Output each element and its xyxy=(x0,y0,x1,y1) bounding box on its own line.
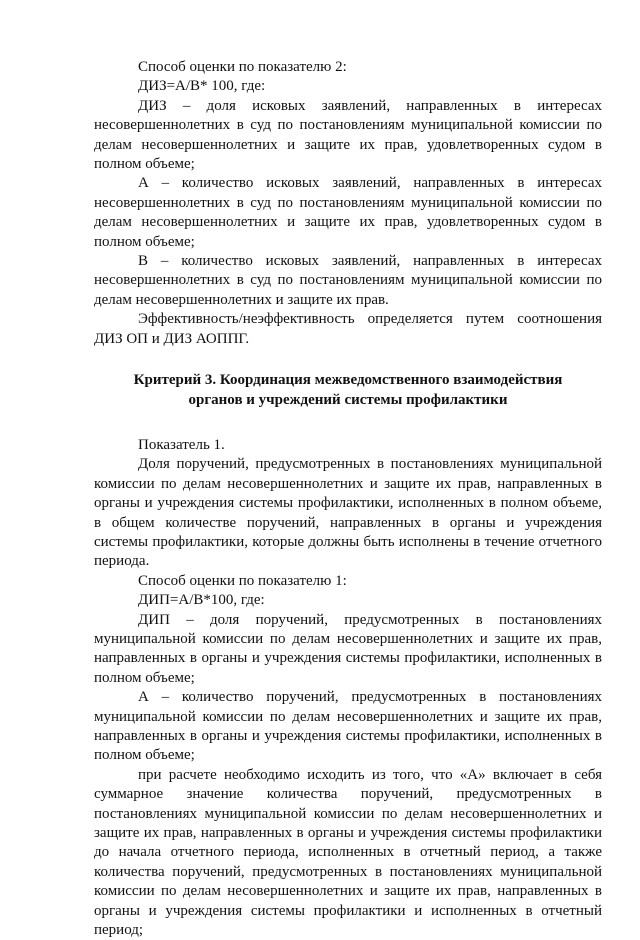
a-definition-claims: А – количество исковых заявлений, направленных в интересах несовершеннолетних в суд по постановлениям муниципальной комиссии по делам несовершеннолетних и защите их прав, удовлетворенных судом в полном объеме; xyxy=(94,175,602,250)
document-page xyxy=(94,58,602,940)
formula-dip: ДИП=А/В*100, где: xyxy=(138,592,265,609)
dip-definition: ДИП – доля поручений, предусмотренных в постановлениях муниципальной комиссии по делам несовершеннолетних и защите их прав, направленных в органы и учреждения системы профилактики, исполненных в полном объеме; xyxy=(94,611,602,686)
calculation-note: при расчете необходимо исходить из того, что «А» включает в себя суммарное значение количества поручений, предусмотренных в постановлениях муниципальной комиссии по делам несовершеннолетних и защите их прав, направленных в органы и учреждения системы профилактики до начала отчетного периода, исполненных в отчетный период, а также количества поручений, предусмотренных в постановлениях муниципальной комиссии по делам несовершеннолетних и защите их прав, направленных в органы и учреждения системы профилактики и исполненных в отчетный период; xyxy=(94,766,602,939)
criterion-heading-line2: органов и учреждений системы профилактики xyxy=(188,391,508,408)
method-line-2: Способ оценки по показателю 2: xyxy=(138,59,347,75)
criterion-heading-line1: Критерий 3. Координация межведомственного взаимодействия xyxy=(133,372,563,389)
indicator-description: Доля поручений, предусмотренных в постановлениях муниципальной комиссии по делам несовершеннолетних и защите их прав, направленных в органы и учреждения системы профилактики, исполненных в полном объеме, в общем количестве поручений, направленных в органы и учреждения системы профилактики, которые должны быть исполнены в течение отчетного периода. xyxy=(94,456,602,570)
criterion-3-heading xyxy=(94,371,602,410)
indicator-label: Показатель 1. xyxy=(138,436,225,453)
diz-definition: ДИЗ – доля исковых заявлений, направленных в интересах несовершеннолетних в суд по постановлениям муниципальной комиссии по делам несовершеннолетних и защите их прав, удовлетворенных судом в полном объеме; xyxy=(94,97,602,173)
a-definition-orders: А – количество поручений, предусмотренных в постановлениях муниципальной комиссии по делам несовершеннолетних и защите их прав, направленных в органы и учреждения системы профилактики, исполненных в полном объеме; xyxy=(94,689,602,764)
formula-diz: ДИЗ=А/В* 100, где: xyxy=(138,78,266,95)
b-definition-claims: В – количество исковых заявлений, направленных в интересах несовершеннолетних в суд по постановлениям муниципальной комиссии по делам несовершеннолетних и защите их прав. xyxy=(94,253,602,308)
method-line-1: Способ оценки по показателю 1: xyxy=(138,572,347,589)
effectiveness-paragraph: Эффективность/неэффективность определяется путем соотношения ДИЗ ОП и ДИЗ АОППГ. xyxy=(94,311,602,347)
